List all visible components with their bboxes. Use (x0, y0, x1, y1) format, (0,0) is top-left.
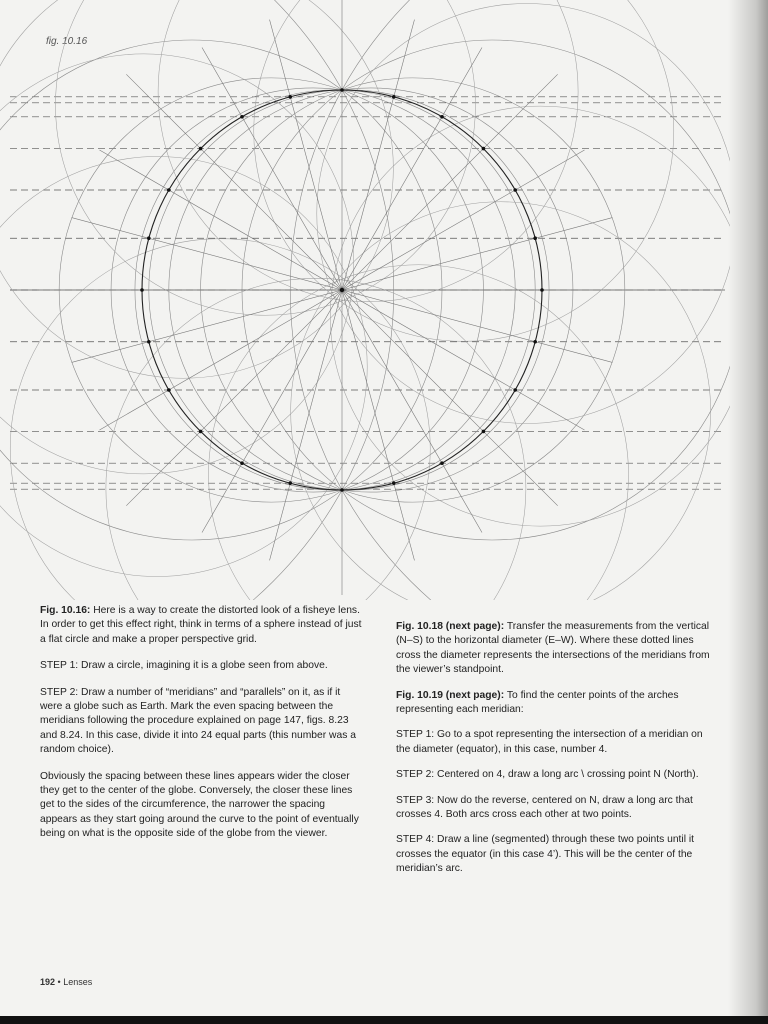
division-point (482, 430, 486, 434)
division-point (199, 430, 203, 434)
footer-separator: • (55, 977, 64, 987)
division-point (147, 236, 151, 240)
division-point (392, 481, 396, 485)
step-4-right: STEP 4: Draw a line (segmented) through these two points until it crosses the equator (in this case 4’). This will be the center of the meridian’s arc. (396, 834, 695, 875)
division-point (240, 461, 244, 465)
construction-arc (158, 0, 578, 302)
division-point (288, 95, 292, 99)
division-point (440, 115, 444, 119)
division-point (513, 388, 517, 392)
fig-10-19-caption: Fig. 10.19 (next page): To find the center points of the arches representing each meridian: (396, 689, 679, 716)
division-point (167, 388, 171, 392)
figure-label: fig. 10.16 (46, 36, 88, 47)
construction-arc (106, 278, 526, 600)
left-text-column (40, 604, 362, 854)
division-point (167, 188, 171, 192)
page-footer (40, 977, 92, 987)
division-point (392, 95, 396, 99)
division-point (533, 236, 537, 240)
spacing-explanation: Obviously the spacing between these lines appears wider the closer they get to the center of the globe. Conversely, the closer these lines get to the sides of the circumference, the narrower the spacing appears as they start going around the curve to the point of eventually being on what is the opposite side of the globe from the viewer. (40, 770, 359, 840)
step-1-text: STEP 1: Draw a circle, imagining it is a globe seen from above. (40, 660, 328, 672)
step-2-text: STEP 2: Draw a number of “meridians” and “parallels” on it, as if it were a globe such as Earth. Mark the even spacing between the meridians following the procedure explained on page 147, figs. 8.23 and 8.24. In this case, divide it into 24 equal parts (this number was a random choice). (40, 686, 356, 756)
division-point (513, 188, 517, 192)
step-2-right: STEP 2: Centered on 4, draw a long arc \ crossing point N (North). (396, 769, 699, 781)
construction-arc (317, 3, 730, 423)
step-3-right: STEP 3: Now do the reverse, centered on N, draw a long arc that crosses 4. Both arcs cross each other at two points. (396, 794, 693, 821)
construction-arc (10, 239, 430, 600)
division-point (199, 147, 203, 151)
division-point (240, 115, 244, 119)
center-point (340, 288, 344, 292)
division-point (440, 461, 444, 465)
fig-10-18-caption: Fig. 10.18 (next page): Transfer the measurements from the vertical (N–S) to the horizontal diameter (E–W). Where these dotted lines cross the diameter represents the intersections of the meridians from the viewer’s standpoint. (396, 621, 710, 676)
page-number: 192 (40, 977, 56, 987)
section-name: Lenses (63, 977, 93, 987)
division-point (482, 147, 486, 151)
page-bottom-edge (0, 1016, 768, 1024)
division-point (288, 481, 292, 485)
right-text-column (396, 620, 716, 888)
construction-arc (0, 0, 393, 378)
division-point (340, 88, 344, 92)
division-point (140, 288, 144, 292)
page-gutter-shadow (728, 0, 768, 1024)
step-1-right: STEP 1: Go to a spot representing the intersection of a meridian on the diameter (equator), in this case, number 4. (396, 729, 703, 755)
division-point (340, 488, 344, 492)
division-point (533, 340, 537, 344)
division-point (540, 288, 544, 292)
fig-10-16-caption: Fig. 10.16: Here is a way to create the distorted look of a fisheye lens. In order to get this effect right, think in terms of a sphere instead of just a flat circle and make a proper perspective grid. (40, 605, 362, 645)
division-point (147, 340, 151, 344)
